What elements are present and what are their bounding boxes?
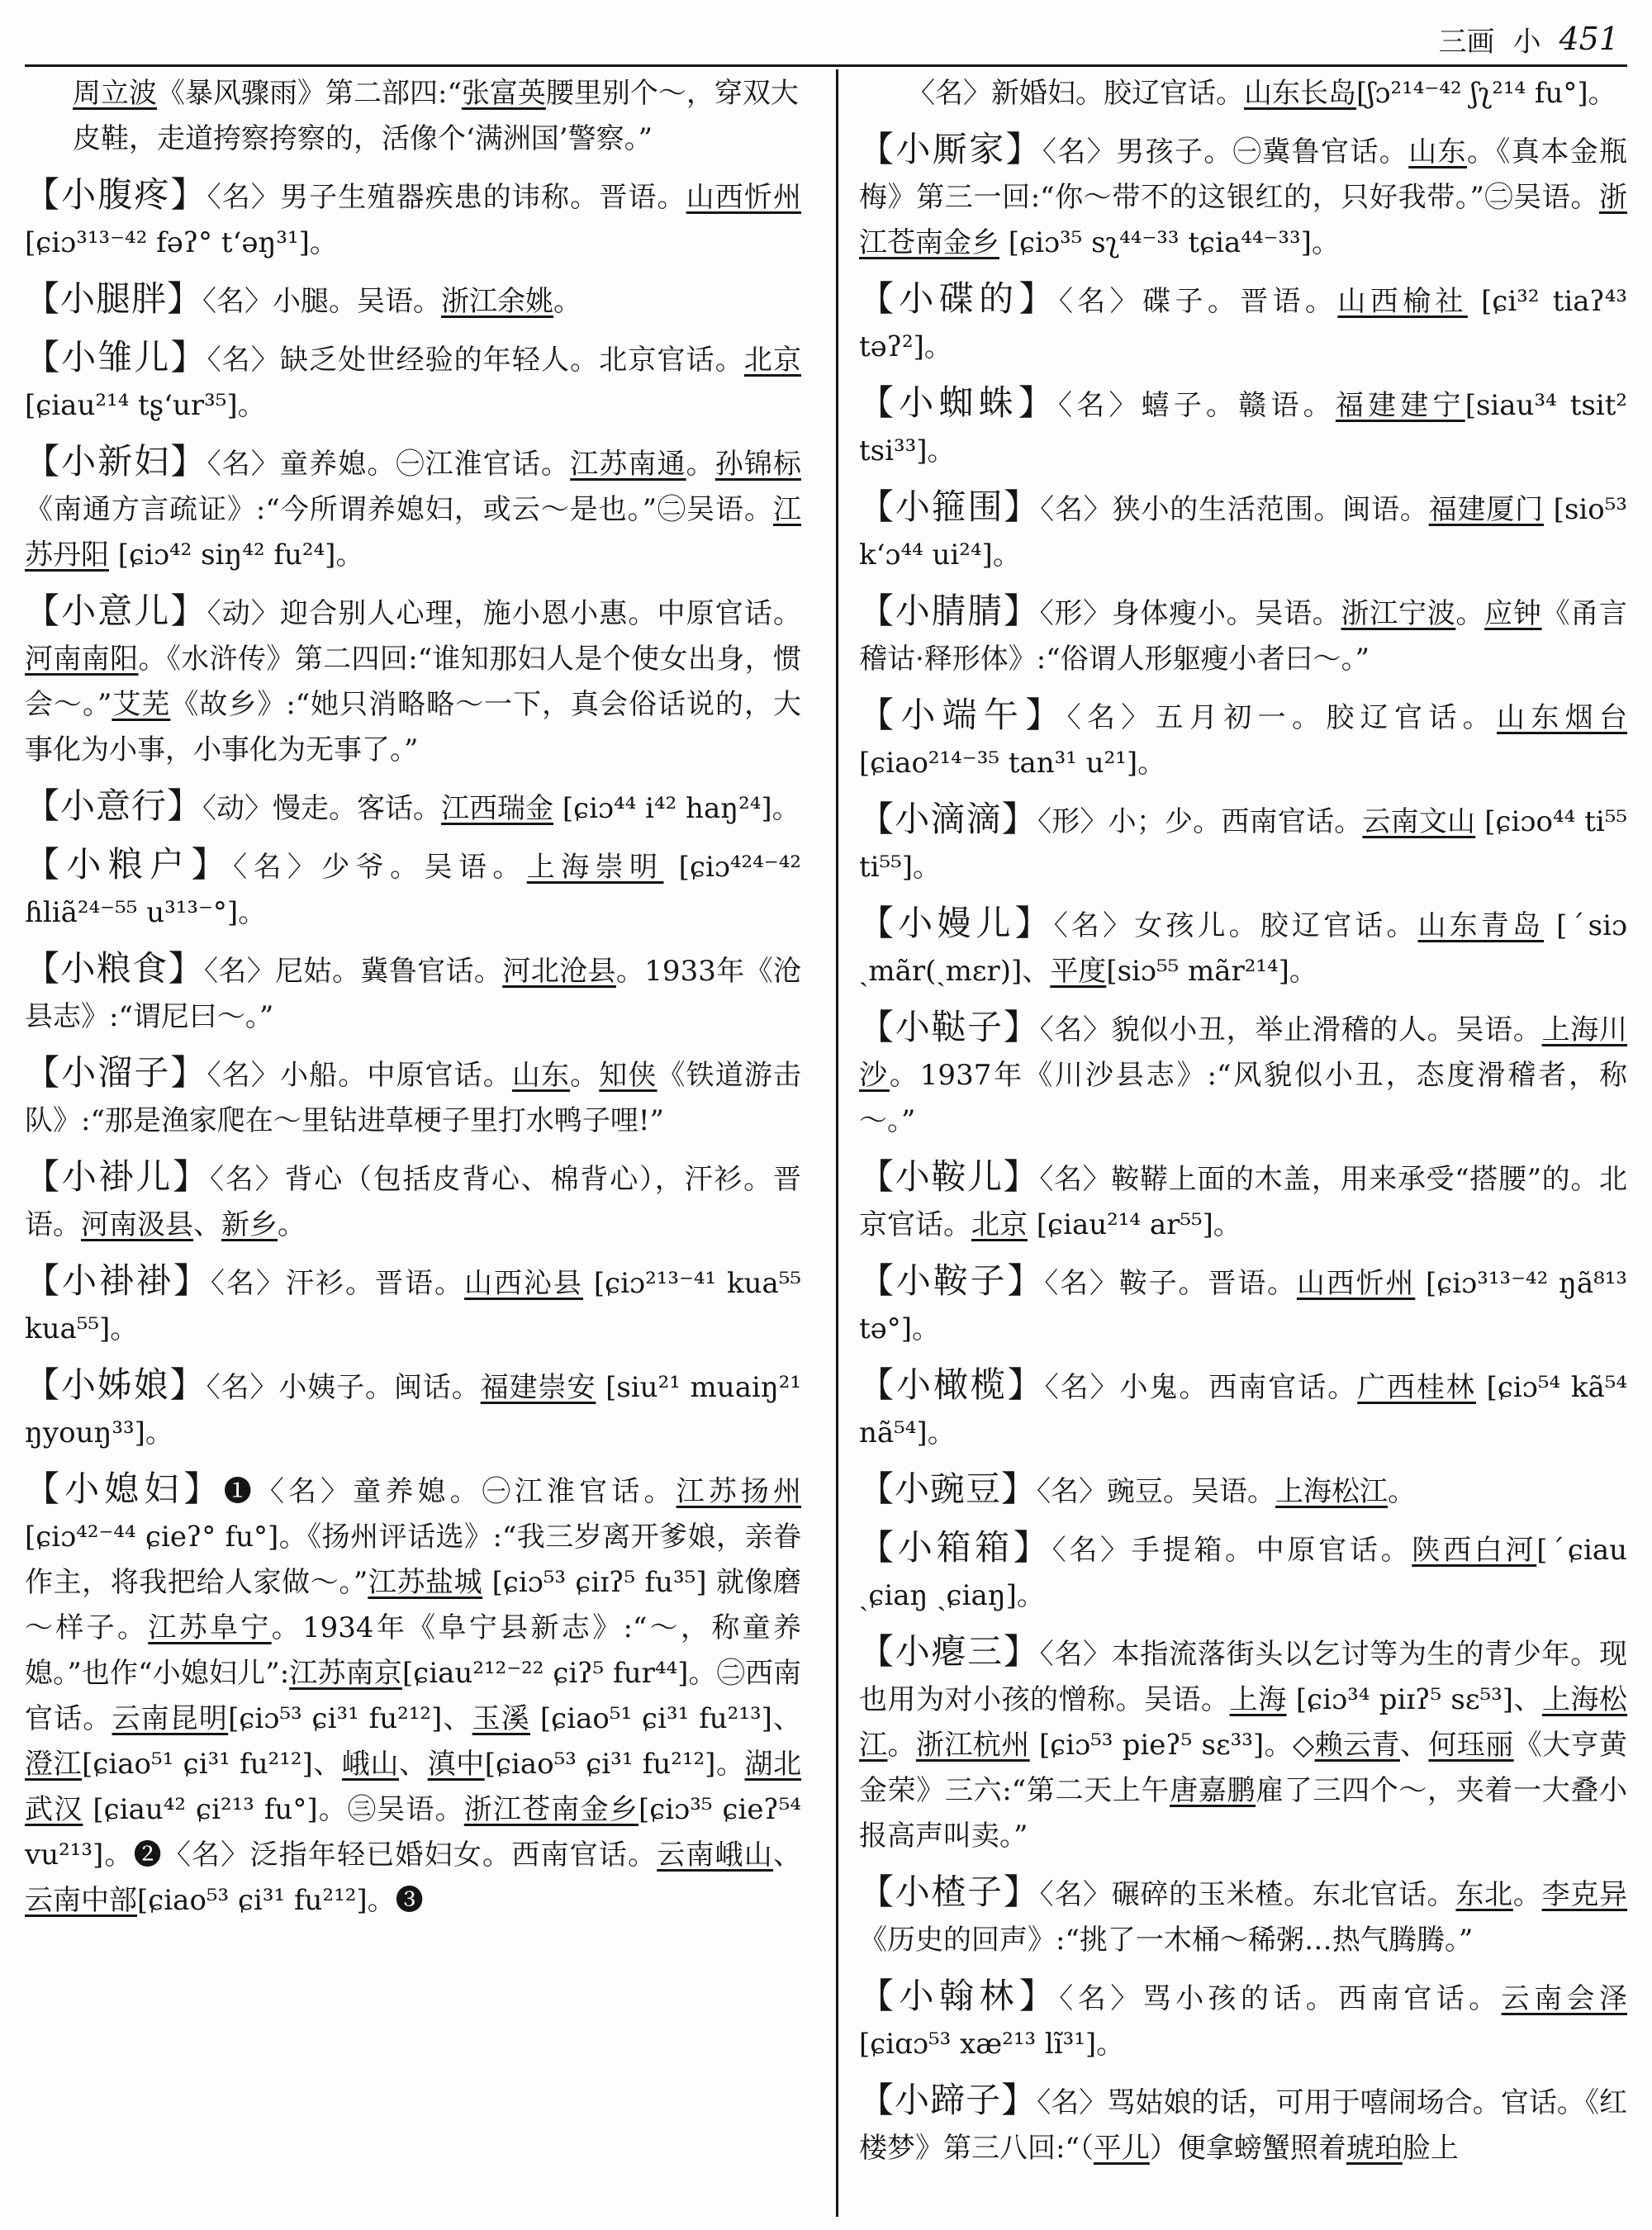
entry-text: ）便拿螃蟹照着 xyxy=(1149,2132,1346,2165)
entry-text: 〈名〉小船。中原官话。 xyxy=(206,1059,512,1092)
entry-headword: 【小雏儿】 xyxy=(25,337,207,377)
entry-text: [siɔ⁵⁵ mãr²¹⁴]。 xyxy=(1106,955,1317,988)
entry-text: 〈名〉骂小孩的话。西南官话。 xyxy=(1059,1982,1502,2015)
underlined-name: 平儿 xyxy=(1093,2132,1150,2165)
underlined-name: 上海崇明 xyxy=(526,851,664,884)
entry-text: [ɕiɔ³¹³⁻⁴² ŋã⁸¹³ tə°]。 xyxy=(859,1267,1628,1345)
underlined-name: 云南会泽 xyxy=(1501,1982,1628,2015)
underlined-name: 福建崇安 xyxy=(480,1371,596,1404)
underlined-name: 峨山 xyxy=(341,1748,400,1781)
entry-text: 〈名〉鞍子。晋语。 xyxy=(1044,1267,1297,1300)
underlined-name: 山东长岛 xyxy=(1244,77,1356,110)
underlined-name: 江苏盐城 xyxy=(368,1566,483,1599)
entry-text: 、 xyxy=(193,1208,221,1241)
entry-headword: 【小蜘蛛】 xyxy=(859,382,1059,423)
underlined-name: 江苏扬州 xyxy=(676,1475,802,1508)
underlined-name: 新乡 xyxy=(221,1208,278,1241)
entry-text: 〈名〉背心（包括皮背心、棉背心），汗衫。晋语。 xyxy=(25,1163,801,1241)
entry-text: [ɕiɔ⁵³ ɕi³¹ fu²¹²]、 xyxy=(228,1702,472,1735)
underlined-name: 玉溪 xyxy=(472,1702,530,1735)
underlined-name: 广西桂林 xyxy=(1357,1371,1476,1404)
entry-text: 。 xyxy=(887,1729,916,1762)
dictionary-entry xyxy=(25,783,801,832)
underlined-name: 山西忻州 xyxy=(686,181,801,214)
entry-text: 〈名〉骂姑娘的话，可用于嘻闹场合。官话。《红楼梦》第三八回:“（ xyxy=(859,2086,1627,2165)
dictionary-entry xyxy=(859,1869,1627,1963)
underlined-name: 平度 xyxy=(1050,955,1107,988)
entry-text: [ɕiɔ⁴² siŋ⁴² fu²⁴]。 xyxy=(109,539,364,572)
underlined-name: 云南文山 xyxy=(1362,805,1476,838)
entry-text: [ɕi³² tiaʔ⁴³ təʔ²]。 xyxy=(859,285,1628,363)
entry-headword: 【小意行】 xyxy=(25,785,203,826)
dictionary-entry xyxy=(859,380,1627,474)
entry-text: 脸上 xyxy=(1402,2132,1459,2165)
entry-text: [ɕiao⁵³ ɕi³¹ fu²¹²]。❸ xyxy=(137,1884,424,1917)
underlined-name: 浙江苍南金乡 xyxy=(463,1793,638,1826)
entry-text: 。 xyxy=(1388,1475,1417,1508)
underlined-name: 澄江 xyxy=(25,1748,83,1781)
entry-headword: 【小新妇】 xyxy=(25,441,207,482)
entry-text: [ɕiao⁵¹ ɕi³¹ fu²¹³]、 xyxy=(529,1702,801,1735)
underlined-name: 云南昆明 xyxy=(112,1702,229,1735)
underlined-name: 唐嘉鹏 xyxy=(1170,1774,1256,1807)
underlined-name: 云南峨山 xyxy=(657,1839,774,1872)
entry-text: 〈名〉女孩儿。胶辽官话。 xyxy=(1053,909,1418,942)
underlined-name: 知侠 xyxy=(599,1059,657,1092)
underlined-name: 云南中部 xyxy=(25,1884,137,1917)
underlined-name: 江苏南通 xyxy=(570,448,686,481)
entry-headword: 【小意儿】 xyxy=(25,591,207,631)
entry-text: 〈名〉五月初一。胶辽官话。 xyxy=(1066,701,1497,734)
entry-text: 〈名〉尼姑。冀鲁官话。 xyxy=(203,955,503,988)
dictionary-entry xyxy=(859,126,1627,266)
entry-headword: 【小蹄子】 xyxy=(859,2080,1037,2120)
dictionary-entry xyxy=(859,2077,1627,2171)
underlined-name: 上海松江 xyxy=(859,1683,1628,1762)
underlined-name: 上海松江 xyxy=(1275,1475,1389,1508)
underlined-name: 上海川沙 xyxy=(859,1013,1628,1092)
entry-headword: 【小褂褂】 xyxy=(25,1260,211,1301)
entry-headword: 【小鞑子】 xyxy=(859,1007,1040,1047)
right-column xyxy=(859,71,1627,2181)
entry-text: 〈名〉碟子。晋语。 xyxy=(1058,285,1338,318)
underlined-name: 河南汲县 xyxy=(81,1208,193,1241)
entry-text: [ɕiɔ⁴⁴ i⁴² haŋ²⁴]。 xyxy=(553,792,800,825)
entry-headword: 【小媳妇】 xyxy=(25,1468,224,1509)
dictionary-entry xyxy=(859,900,1627,994)
entry-headword: 【小楂子】 xyxy=(859,1872,1040,1912)
entry-text: ❶〈名〉童养媳。㊀江淮官话。 xyxy=(223,1475,676,1508)
entry-text: [ɕiao²¹⁴⁻³⁵ tan³¹ u²¹]。 xyxy=(859,747,1166,780)
entry-text: 《暴风骤雨》第二部四:“ xyxy=(157,77,462,110)
underlined-name: 何珏丽 xyxy=(1428,1729,1514,1762)
entry-text: 《故乡》:“她只消略略～一下，真会俗话说的，大事化为小事，小事化为无事了。” xyxy=(25,688,801,766)
entry-text: 〈名〉本指流落街头以乞讨等为生的青少年。现也用为对小孩的憎称。吴语。 xyxy=(859,1638,1627,1716)
entry-text: [ˊsiɔ ˏmãr(ˏmɛr)]、 xyxy=(859,909,1628,988)
underlined-name: 山西榆社 xyxy=(1337,285,1468,318)
page-number: 451 xyxy=(1559,21,1619,57)
entry-text: 〈名〉汗衫。晋语。 xyxy=(211,1267,465,1300)
dictionary-entry xyxy=(25,1154,801,1248)
dictionary-entry xyxy=(25,1466,801,1924)
dictionary-entry xyxy=(859,276,1627,370)
underlined-name: 江苏阜宁 xyxy=(148,1611,272,1644)
entry-text: [ɕiɔ³⁵ sʅ⁴⁴⁻³³ tɕia⁴⁴⁻³³]。 xyxy=(999,226,1340,259)
entry-text: [ˊɕiau ˏɕiaŋ ˏɕiaŋ]。 xyxy=(859,1534,1628,1612)
entry-text: 、 xyxy=(773,1839,802,1872)
underlined-name: 福建建宁 xyxy=(1335,389,1465,422)
entry-text: 雇了三四个～，夹着一大叠小报高声叫卖。” xyxy=(859,1774,1628,1853)
dictionary-entry xyxy=(859,1525,1627,1619)
underlined-name: 江苏丹阳 xyxy=(25,493,801,572)
dictionary-entry xyxy=(859,1362,1627,1456)
dictionary-entry xyxy=(859,1154,1627,1248)
dictionary-entry xyxy=(25,1258,801,1352)
entry-headword: 【小豌豆】 xyxy=(859,1468,1037,1509)
entry-continuation xyxy=(25,71,801,162)
entry-text: [ɕiau²¹²⁻²² ɕiʔ⁵ fur⁴⁴]。㊁西南官话。 xyxy=(25,1657,802,1735)
underlined-name: 琥珀 xyxy=(1346,2132,1403,2165)
entry-text: 〈名〉貌似小丑，举止滑稽的人。吴语。 xyxy=(1039,1013,1542,1046)
entry-text: [ɕiau⁴² ɕi²¹³ fu°]。㊂吴语。 xyxy=(83,1793,464,1826)
underlined-name: 山东 xyxy=(511,1059,571,1092)
dictionary-entry xyxy=(859,1973,1627,2067)
underlined-name: 福建厦门 xyxy=(1428,493,1545,526)
entry-text: 《铁道游击队》:“那是渔家爬在～里钻进草梗子里打水鸭子哩!” xyxy=(25,1059,802,1137)
entry-text: [ɕiao⁵¹ ɕi³¹ fu²¹²]、 xyxy=(82,1748,342,1781)
underlined-name: 山东烟台 xyxy=(1497,701,1627,734)
entry-text: [ɕiɔ²¹³⁻⁴¹ kua⁵⁵ kua⁵⁵]。 xyxy=(25,1267,802,1345)
entry-text: 《南通方言疏证》:“今所谓养媳妇，或云～是也。”㊁吴语。 xyxy=(25,493,773,526)
entry-text: 、 xyxy=(1399,1729,1429,1762)
entry-text: [ɕiɔ⁴²⁻⁴⁴ ɕieʔ° fu°]。《扬州评话选》:“我三岁离开爹娘，亲眷作主，将我把给人家做～。” xyxy=(25,1521,801,1599)
entry-text: [ɕiɔ³⁴ piɪʔ⁵ sɛ⁵³]、 xyxy=(1286,1683,1542,1716)
entry-text: [ʃɔ²¹⁴⁻⁴² ʃʅ²¹⁴ fu°]。 xyxy=(1356,77,1616,110)
entry-headword: 【小鞍儿】 xyxy=(859,1156,1040,1197)
entry-headword: 【小褂儿】 xyxy=(25,1156,210,1197)
entry-headword: 【小腿胖】 xyxy=(25,278,203,319)
dictionary-entry xyxy=(25,842,801,936)
entry-text: 〈名〉小姨子。闽话。 xyxy=(206,1371,481,1404)
entry-text: [ɕiɔ⁵⁴ kã⁵⁴ nã⁵⁴]。 xyxy=(859,1371,1627,1450)
entry-text: 〈名〉缺乏处世经验的年轻人。北京官话。 xyxy=(206,344,744,377)
entry-headword: 【小鞍子】 xyxy=(859,1260,1045,1301)
underlined-name: 周立波 xyxy=(73,77,157,110)
dictionary-entry xyxy=(25,276,801,325)
entry-text: [ɕiɔ⁵³ ɕiɪʔ⁵ fu³⁵] 就像磨～样子。 xyxy=(25,1566,802,1644)
entry-text: 〈名〉男子生殖器疾患的讳称。晋语。 xyxy=(206,181,686,214)
entry-text: 〈形〉身体瘦小。吴语。 xyxy=(1039,597,1341,630)
entry-text: [ɕiɔ⁵³ pieʔ⁵ sɛ³³]。◇ xyxy=(1029,1729,1315,1762)
entry-text: 。 xyxy=(1512,1878,1542,1911)
entry-headword: 【小箍围】 xyxy=(859,486,1041,527)
underlined-name: 孙锦标 xyxy=(714,448,802,481)
entry-text: 〈名〉小鬼。西南官话。 xyxy=(1044,1371,1358,1404)
entry-text: 〈名〉男孩子。㊀冀鲁官话。 xyxy=(1042,135,1409,168)
entry-text: 《甬言稽诂·释形体》:“俗谓人形躯瘦小者曰～。” xyxy=(859,597,1628,676)
entry-text: 。 xyxy=(278,1208,306,1241)
entry-text: [ɕiɔo⁴⁴ ti⁵⁵ ti⁵⁵]。 xyxy=(859,805,1627,884)
entry-headword: 【小溜子】 xyxy=(25,1052,207,1093)
underlined-name: 江苏南京 xyxy=(289,1657,402,1690)
dictionary-entry xyxy=(859,1258,1627,1352)
entry-headword: 【小瘪三】 xyxy=(859,1631,1040,1672)
dictionary-entry xyxy=(859,1004,1627,1144)
dictionary-entry xyxy=(859,1629,1627,1859)
left-column xyxy=(25,71,801,1933)
underlined-name: 江西瑞金 xyxy=(441,792,554,825)
entry-headword: 【小翰林】 xyxy=(859,1976,1060,2016)
underlined-name: 浙江余姚 xyxy=(441,285,554,318)
dictionary-entry xyxy=(859,692,1627,786)
entry-headword: 【小腈腈】 xyxy=(859,591,1040,631)
entry-text: 〈名〉豌豆。吴语。 xyxy=(1037,1475,1276,1508)
entry-text: 〈名〉少爷。吴语。 xyxy=(233,851,527,884)
entry-headword: 【小粮食】 xyxy=(25,948,204,989)
underlined-name: 湖北武汉 xyxy=(25,1748,802,1826)
entry-text: 《历史的回声》:“挑了一木桶～稀粥…热气腾腾。” xyxy=(859,1924,1474,1957)
entry-text: 。 xyxy=(553,285,582,318)
header-rule xyxy=(25,64,1627,67)
underlined-name: 山东 xyxy=(1408,135,1468,168)
entry-text: 〈动〉慢走。客话。 xyxy=(202,792,442,825)
dictionary-entry xyxy=(25,946,801,1040)
entry-text: 。 xyxy=(686,448,715,481)
entry-text: [siau³⁴ tsit² tsi³³]。 xyxy=(859,389,1628,467)
underlined-name: 河北沧县 xyxy=(502,955,616,988)
entry-text: 。《水浒传》第二四回:“谁知那妇人是个使女出身，惯会～。” xyxy=(25,643,802,721)
entry-text: 〈名〉童养媳。㊀江淮官话。 xyxy=(206,448,571,481)
entry-text: 〈形〉小；少。西南官话。 xyxy=(1037,805,1363,838)
entry-text: [ɕiau²¹⁴ tʂ‘ur³⁵]。 xyxy=(25,389,266,422)
underlined-name: 赖云青 xyxy=(1314,1729,1400,1762)
underlined-name: 山东青岛 xyxy=(1417,909,1545,942)
section-label: 三画 xyxy=(1438,25,1495,59)
dictionary-entry xyxy=(25,172,801,266)
dictionary-entry xyxy=(859,484,1627,578)
entry-text: [ɕiɔ³⁵ ɕieʔ⁵⁴ vu²¹³]。❷〈名〉泛指年轻已婚妇女。西南官话。 xyxy=(25,1793,801,1872)
entry-headword: 【小姊娘】 xyxy=(25,1364,206,1405)
entry-text: 〈名〉蟢子。赣语。 xyxy=(1058,389,1336,422)
underlined-name: 上海 xyxy=(1229,1683,1287,1716)
entry-headword: 【小端午】 xyxy=(859,695,1067,735)
dictionary-entry xyxy=(25,588,801,773)
entry-text: 、 xyxy=(399,1748,428,1781)
entry-text: 。1934年《阜宁县新志》:“～，称童养媳。”也作“小媳妇儿”: xyxy=(25,1611,801,1690)
column-divider xyxy=(836,69,838,2217)
entry-text: 〈名〉鞍鞯上面的木盖，用来承受“搭腰”的。北京官话。 xyxy=(859,1163,1627,1241)
entry-text: 《大亨黄金荣》三六:“第二天上午 xyxy=(859,1729,1628,1807)
entry-continuation xyxy=(859,71,1627,116)
entry-headword: 【小橄榄】 xyxy=(859,1364,1045,1405)
dictionary-entry xyxy=(859,588,1627,682)
underlined-name: 山西忻州 xyxy=(1296,1267,1416,1300)
entry-headword: 【小滴滴】 xyxy=(859,799,1038,839)
dictionary-entry xyxy=(25,439,801,578)
entry-text: [ɕiɑɔ⁵³ xæ²¹³ lĩ³¹]。 xyxy=(859,2028,1125,2061)
entry-headword: 【小碟的】 xyxy=(859,278,1059,319)
entry-headword: 【小粮户】 xyxy=(25,844,234,885)
underlined-name: 滇中 xyxy=(427,1748,485,1781)
entry-text: 。《真本金瓶梅》第三一回:“你～带不的这银红的，只好我带。”㊁吴语。 xyxy=(859,135,1628,214)
underlined-name: 北京 xyxy=(743,344,802,377)
dictionary-entry xyxy=(25,1362,801,1456)
entry-headword: 【小腹疼】 xyxy=(25,174,207,215)
entry-text: [ɕiɔ⁴²⁴⁻⁴² ɦliã²⁴⁻⁵⁵ u³¹³⁻°]。 xyxy=(25,851,801,929)
dictionary-entry xyxy=(859,1466,1627,1515)
underlined-name: 张富英 xyxy=(461,77,546,110)
underlined-name: 北京 xyxy=(971,1208,1028,1241)
underlined-name: 陕西白河 xyxy=(1412,1534,1537,1567)
underlined-name: 浙江杭州 xyxy=(915,1729,1030,1762)
underlined-name: 山西沁县 xyxy=(464,1267,584,1300)
entry-text: 〈名〉碾碎的玉米楂。东北官话。 xyxy=(1039,1878,1456,1911)
entry-text: 〈动〉迎合别人心理，施小恩小惠。中原官话。 xyxy=(206,597,801,630)
underlined-name: 李克异 xyxy=(1541,1878,1628,1911)
entry-text: 。1937年《川沙县志》:“风貌似小丑，态度滑稽者，称～。” xyxy=(859,1059,1627,1137)
entry-text: 〈名〉新婚妇。胶辽官话。 xyxy=(907,77,1244,110)
entry-text: 腰里别个～，穿双大皮鞋，走道挎察挎察的，活像个‘满洲国’警察。” xyxy=(73,77,799,155)
entry-text: [siu²¹ muaiŋ²¹ ŋyouŋ³³]。 xyxy=(25,1371,801,1450)
page-header xyxy=(1305,18,1619,59)
dictionary-entry xyxy=(25,334,801,429)
entry-text: [ɕiau²¹⁴ ar⁵⁵]。 xyxy=(1028,1208,1241,1241)
entry-text: 。 xyxy=(570,1059,600,1092)
entry-headword: 【小嫚儿】 xyxy=(859,903,1054,943)
underlined-name: 艾芜 xyxy=(112,688,171,721)
entry-text: 〈名〉狭小的生活范围。闽语。 xyxy=(1040,493,1429,526)
entry-headword: 【小厮家】 xyxy=(859,129,1042,169)
underlined-name: 河南南阳 xyxy=(25,643,139,676)
radical-label: 小 xyxy=(1512,25,1541,59)
entry-text: 〈名〉手提箱。中原官话。 xyxy=(1051,1534,1412,1567)
underlined-name: 应钟 xyxy=(1484,597,1542,630)
entry-text: [sio⁵³ k‘ɔ⁴⁴ ui²⁴]。 xyxy=(859,493,1627,572)
underlined-name: 浙江宁波 xyxy=(1341,597,1456,630)
entry-text: 。 xyxy=(1455,597,1485,630)
entry-text: [ɕiɔ³¹³⁻⁴² fəʔ° t‘əŋ³¹]。 xyxy=(25,226,338,259)
entry-text: [ɕiao⁵³ ɕi³¹ fu²¹²]。 xyxy=(484,1748,745,1781)
underlined-name: 东北 xyxy=(1455,1878,1513,1911)
underlined-name: 浙江苍南金乡 xyxy=(859,181,1627,259)
entry-text: 〈名〉小腿。吴语。 xyxy=(202,285,442,318)
dictionary-entry xyxy=(25,1050,801,1144)
entry-text: 。1933年《沧县志》:“谓尼曰～。” xyxy=(25,955,802,1033)
dictionary-entry xyxy=(859,796,1627,890)
entry-headword: 【小箱箱】 xyxy=(859,1527,1052,1568)
